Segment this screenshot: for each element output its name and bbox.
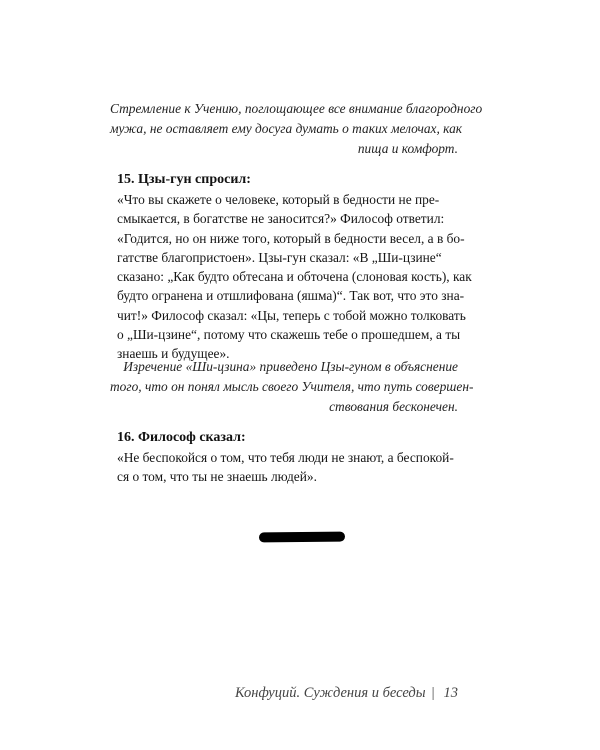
commentary-block-1 (110, 99, 483, 159)
commentary-line: того, что он понял мысль своего Учителя, что путь совершен- (110, 379, 474, 394)
body-line: сказано: „Как будто обтесана и обточена (слоновая кость), как (117, 269, 472, 285)
section-body-16 (117, 448, 462, 487)
body-line: «Годится, но он ниже того, который в бедности весел, а в бо- (117, 230, 465, 246)
body-line: ся о том, что ты не знаешь людей». (117, 469, 317, 485)
body-line: о „Ши-цзине“, потому что скажешь тебе о прошедшем, а ты (117, 327, 461, 343)
footer-separator: | (431, 685, 435, 701)
section-heading-16: 16. Философ сказал: (117, 430, 246, 445)
body-line: чит!» Философ сказал: «Цы, теперь с тобой можно толковать (117, 307, 466, 323)
commentary-line: Стремление к Учению, поглощающее все внимание благородного (110, 101, 483, 116)
commentary-block-2 (110, 357, 474, 417)
commentary-line: мужа, не оставляет ему досуга думать о таких мелочах, как (110, 121, 463, 136)
running-title: Конфуций. Суждения и беседы (234, 685, 426, 701)
commentary-line: ствования бесконечен. (329, 399, 458, 414)
body-line: смыкается, в богатстве не заносится?» Философ ответил: (117, 211, 445, 227)
running-footer (235, 683, 458, 703)
body-line: гатстве благопристоен». Цзы-гун сказал: «В „Ши-цзине“ (117, 249, 442, 265)
commentary-line: пища и комфорт. (357, 141, 458, 156)
body-line: знаешь и будущее». (117, 346, 230, 362)
body-line: будто огранена и отшлифована (яшма)“. Так вот, что это зна- (117, 288, 465, 304)
body-line: «Что вы скажете о человеке, который в бедности не пре- (117, 192, 440, 207)
commentary-line: Изречение «Ши-цзина» приведено Цзы-гуном в объяснение (123, 359, 458, 374)
body-line: «Не беспокойся о том, что тебя люди не знают, а беспокой- (117, 450, 454, 465)
section-heading-15: 15. Цзы-гун спросил: (117, 172, 251, 187)
section-body-15 (117, 190, 472, 364)
page-number: 13 (443, 685, 458, 701)
ink-divider-mark (259, 532, 345, 543)
